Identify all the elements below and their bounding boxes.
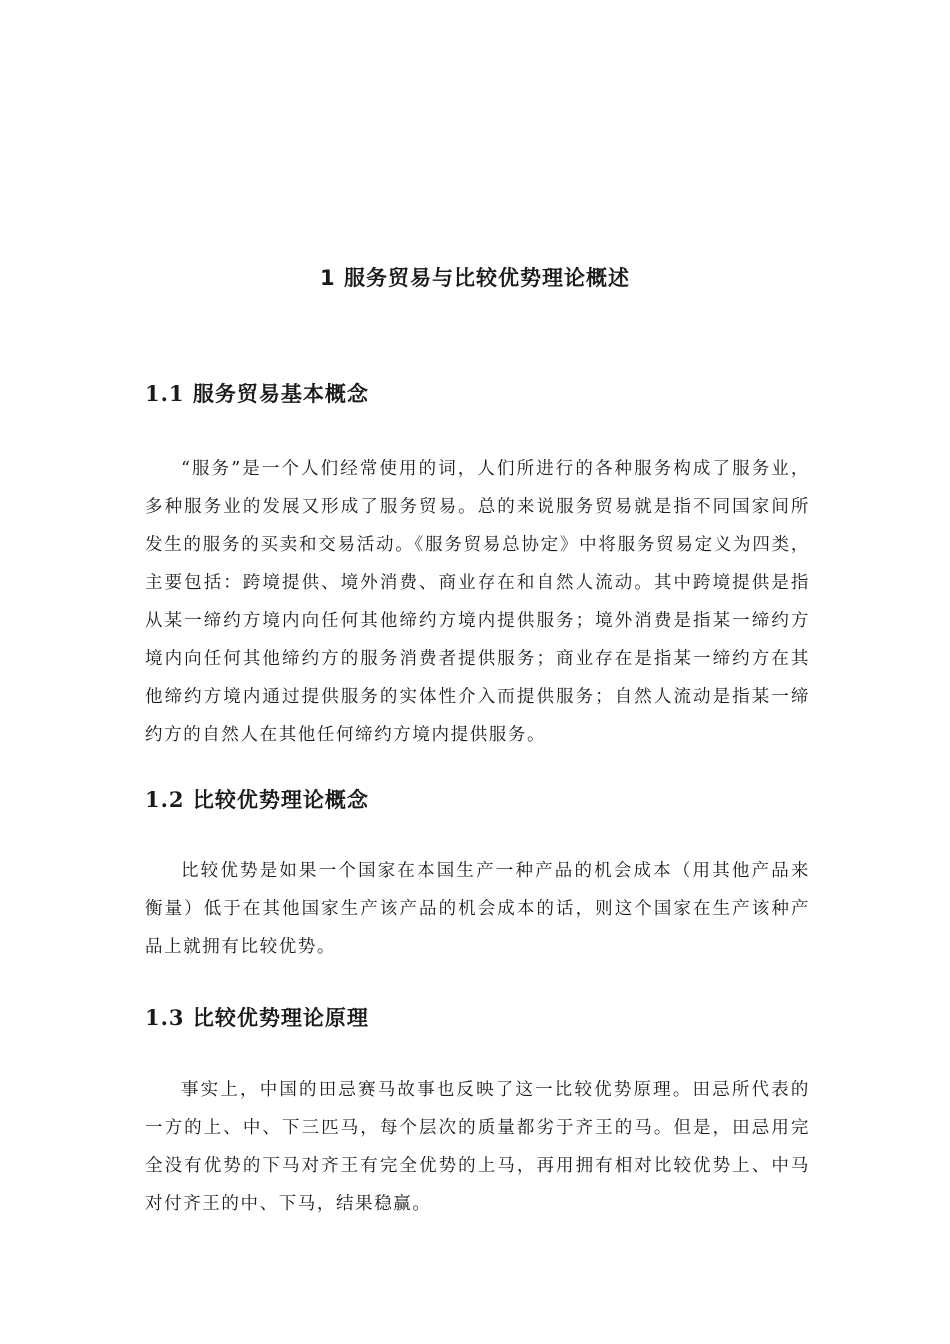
- section-paragraph-1-1: “服务”是一个人们经常使用的词，人们所进行的各种服务构成了服务业，多种服务业的发展又形成了服务贸易。总的来说服务贸易就是指不同国家间所发生的服务的买卖和交易活动。《服务贸易总协定》中将服务贸易定义为四类，主要包括：跨境提供、境外消费、商业存在和自然人流动。其中跨境提供是指从某一缔约方境内向任何其他缔约方境内提供服务；境外消费是指某一缔约方境内向任何其他缔约方的服务消费者提供服务；商业存在是指某一缔约方在其他缔约方境内通过提供服务的实体性介入而提供服务；自然人流动是指某一缔约方的自然人在其他任何缔约方境内提供服务。: [145, 459, 810, 745]
- section-heading-1-3: 1.3 比较优势理论原理: [145, 1005, 369, 1030]
- section-paragraph-1-3: 事实上，中国的田忌赛马故事也反映了这一比较优势原理。田忌所代表的一方的上、中、下三匹马，每个层次的质量都劣于齐王的马。但是，田忌用完全没有优势的下马对齐王有完全优势的上马，再用拥有相对比较优势上、中马对付齐王的中、下马，结果稳赢。: [145, 1080, 810, 1214]
- section-heading-1-2: 1.2 比较优势理论概念: [145, 787, 369, 812]
- chapter-title: 1 服务贸易与比较优势理论概述: [320, 266, 630, 290]
- section-heading-1-1: 1.1 服务贸易基本概念: [145, 381, 369, 406]
- section-paragraph-1-2: 比较优势是如果一个国家在本国生产一种产品的机会成本（用其他产品来衡量）低于在其他国家生产该产品的机会成本的话，则这个国家在生产该种产品上就拥有比较优势。: [145, 861, 810, 957]
